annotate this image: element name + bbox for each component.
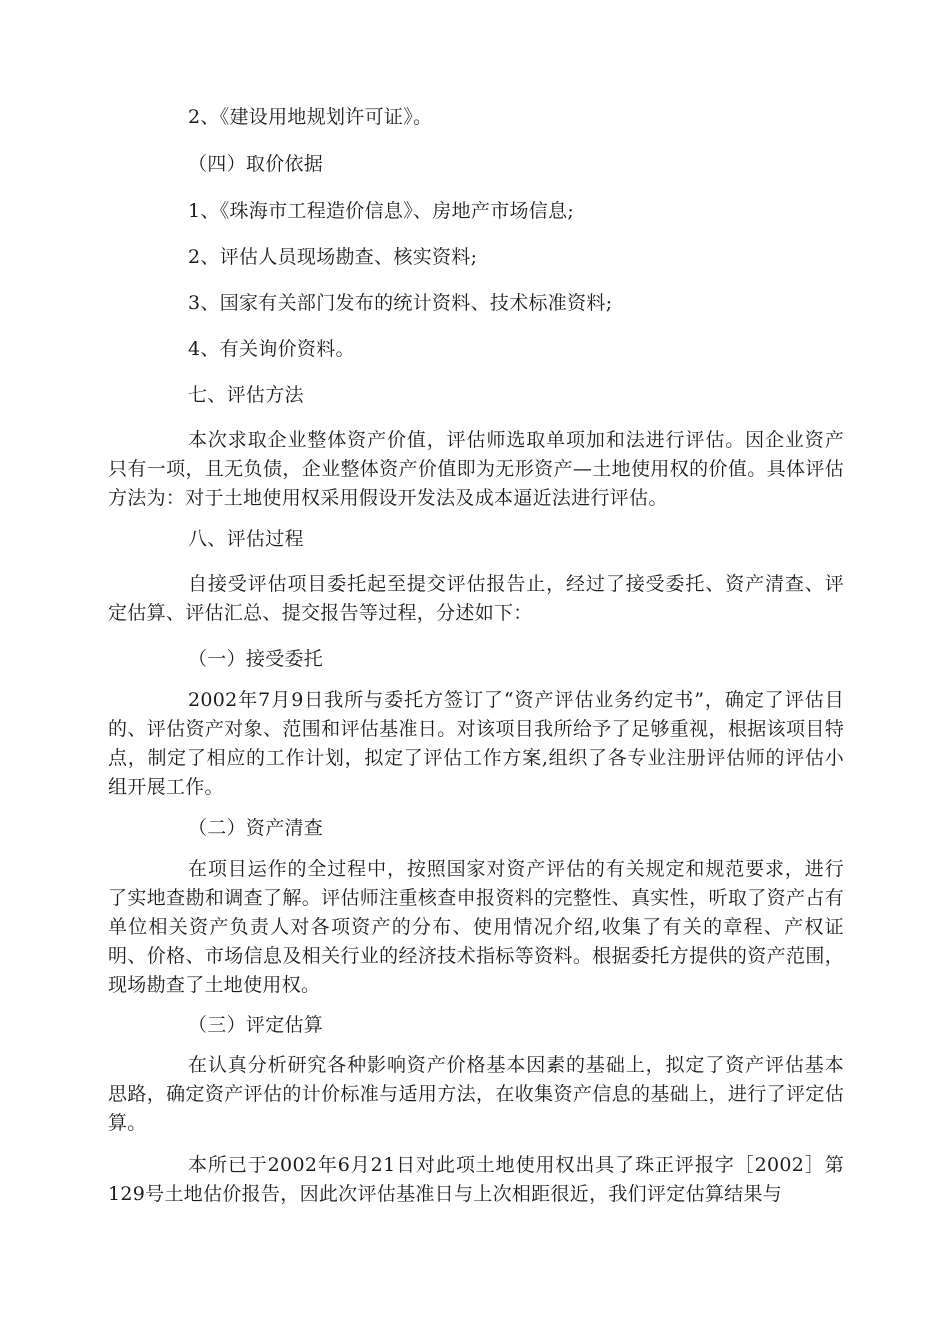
paragraph-evaluation-method: 本次求取企业整体资产价值，评估师选取单项加和法进行评估。因企业资产只有一项，且无负债，企业整体资产价值即为无形资产—土地使用权的价值。具体评估方法为：对于土地使用权采用假设开发法及成本逼近法进行评估。 [108, 429, 844, 509]
subheading-accept-commission: （一）接受委托 [188, 648, 324, 670]
list-item-statistics: 3、国家有关部门发布的统计资料、技术标准资料; [188, 292, 613, 314]
list-item-site-survey: 2、评估人员现场勘查、核实资料; [188, 246, 478, 268]
paragraph-process-overview: 自接受评估项目委托起至提交评估报告止，经过了接受委托、资产清查、评定估算、评估汇总、提交报告等过程，分述如下： [108, 573, 844, 624]
subheading-asset-inventory: （二）资产清查 [188, 817, 324, 839]
list-item-inquiry: 4、有关询价资料。 [188, 338, 355, 360]
paragraph-assessment-calculation: 在认真分析研究各种影响资产价格基本因素的基础上，拟定了资产评估基本思路，确定资产评估的计价标准与适用方法，在收集资产信息的基础上，进行了评定估算。 [108, 1054, 844, 1134]
paragraph-asset-inventory: 在项目运作的全过程中，按照国家对资产评估的有关规定和规范要求，进行了实地查勘和调查了解。评估师注重核查申报资料的完整性、真实性，听取了资产占有单位相关资产负责人对各项资产的分布、使用情况介绍,收集了有关的章程、产权证明、价格、市场信息及相关行业的经济技术指标等资料。根据委托方提供的资产范围，现场勘查了土地使用权。 [108, 858, 844, 996]
list-item-cost-info: 1、《珠海市工程造价信息》、房地产市场信息; [188, 200, 575, 222]
list-item-planning-permit: 2、《建设用地规划许可证》。 [188, 106, 433, 128]
section-heading-evaluation-method: 七、评估方法 [188, 384, 304, 406]
paragraph-prior-report: 本所已于2002年6月21日对此项土地使用权出具了珠正评报字［2002］第129号土地估价报告，因此次评估基准日与上次相距很近，我们评定估算结果与 [108, 1154, 844, 1205]
paragraph-accept-commission: 2002年7月9日我所与委托方签订了“资产评估业务约定书”，确定了评估目的、评估资产对象、范围和评估基准日。对该项目我所给予了足够重视，根据该项目特点，制定了相应的工作计划，拟定了评估工作方案,组织了各专业注册评估师的评估小组开展工作。 [108, 689, 844, 798]
subheading-pricing-basis: （四）取价依据 [188, 153, 324, 175]
subheading-assessment-calculation: （三）评定估算 [188, 1014, 324, 1036]
section-heading-evaluation-process: 八、评估过程 [188, 528, 304, 550]
